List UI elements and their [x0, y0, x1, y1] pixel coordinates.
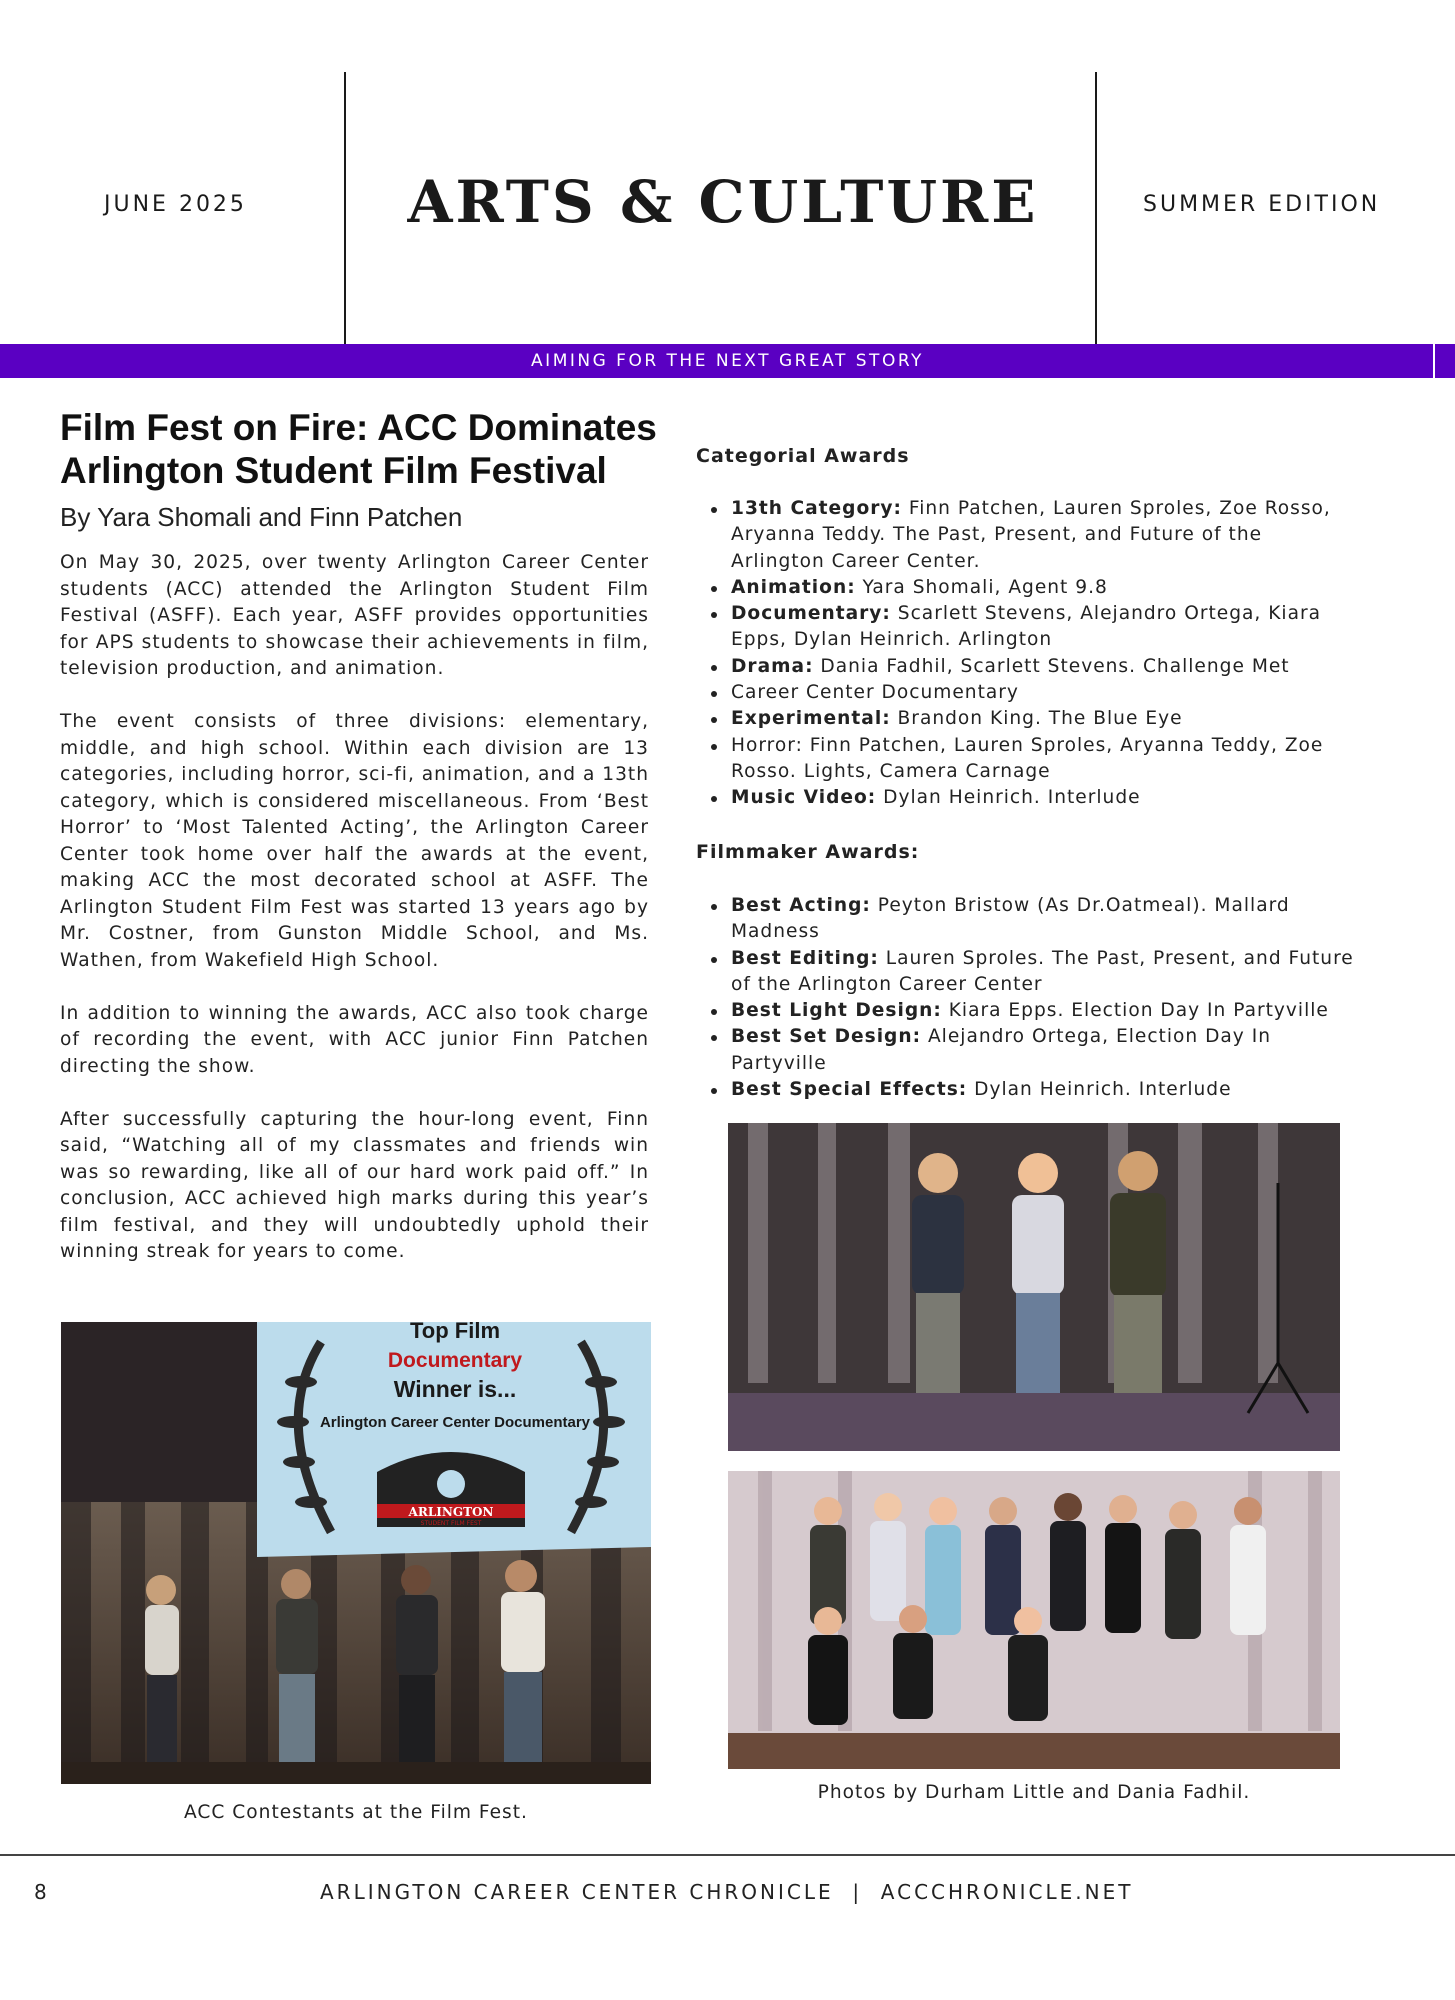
photo-three-winners [728, 1123, 1340, 1451]
award-item: Experimental: Brandon King. The Blue Eye [696, 706, 1356, 732]
article-paragraph: On May 30, 2025, over twenty Arlington Career Center students (ACC) attended the Arlington Student Film Festival (ASFF). Each year, ASFF provides opportunities for APS students to showcase their achievements in film, television production, and animation. [60, 552, 649, 679]
screen-winner-name: Arlington Career Center Documentary [319, 1414, 591, 1431]
award-item: Career Center Documentary [696, 680, 1356, 706]
article-body [60, 550, 649, 1292]
screen-documentary: Documentary [387, 1349, 523, 1372]
article-paragraph: After successfully capturing the hour-long event, Finn said, “Watching all of my classmates and friends win was so rewarding, like all of our hard work paid off.” In conclusion, ACC achieved high marks during this year’s film festival, and they will undoubtedly uphold their winning streak for years to come. [60, 1108, 649, 1262]
three-winners-illustration [728, 1123, 1340, 1451]
logo-text: ARLINGTON [408, 1505, 494, 1519]
award-item: Drama: Dania Fadhil, Scarlett Stevens. Challenge Met [696, 654, 1356, 680]
categorial-awards-title: Categorial Awards [696, 445, 910, 467]
publication-footer: ARLINGTON CAREER CENTER CHRONICLE | ACCCHRONICLE.NET [320, 1880, 1134, 1904]
award-item: Animation: Yara Shomali, Agent 9.8 [696, 575, 1356, 601]
banner-divider [1433, 344, 1435, 378]
award-item: Best Editing: Lauren Sproles. The Past, Present, and Future of the Arlington Career Center [696, 946, 1356, 999]
photo-contestants-stage [61, 1322, 651, 1784]
article-paragraph: In addition to winning the awards, ACC also took charge of recording the event, with ACC junior Finn Patchen directing the show. [60, 1002, 649, 1077]
screen-top-film: Top Film [409, 1322, 501, 1343]
award-item: Music Video: Dylan Heinrich. Interlude [696, 785, 1356, 811]
award-item: 13th Category: Finn Patchen, Lauren Sproles, Zoe Rosso, Aryanna Teddy. The Past, Present, and Future of the Arlington Career Center. [696, 496, 1356, 575]
footer-divider [0, 1854, 1455, 1856]
article-headline: Film Fest on Fire: ACC Dominates Arlington Student Film Festival [60, 407, 657, 491]
article-paragraph: The event consists of three divisions: elementary, middle, and high school. Within each division are 13 categories, including horror, sci-fi, animation, and a 13th category, which is considered miscellaneous. From ‘Best Horror’ to ‘Most Talented Acting’, the Arlington Career Center took home over half the awards at the event, making ACC the most decorated school at ASFF. The Arlington Student Film Fest was started 13 years ago by Mr. Costner, from Gunston Middle School, and Ms. Wathen, from Wakefield High School. [60, 711, 649, 971]
award-item: Documentary: Scarlett Stevens, Alejandro Ortega, Kiara Epps, Dylan Heinrich. Arlington [696, 601, 1356, 654]
screen-winner-is: Winner is... [393, 1376, 517, 1402]
award-item: Best Set Design: Alejandro Ortega, Election Day In Partyville [696, 1024, 1356, 1077]
article-byline: By Yara Shomali and Finn Patchen [60, 502, 463, 532]
logo-subtext: STUDENT FILM FEST [420, 1520, 482, 1527]
award-item: Best Light Design: Kiara Epps. Election Day In Partyville [696, 998, 1356, 1024]
filmmaker-awards-title: Filmmaker Awards: [696, 841, 920, 863]
right-photos-caption: Photos by Durham Little and Dania Fadhil. [817, 1782, 1251, 1803]
filmmaker-awards-list [696, 893, 1356, 1103]
award-item: Best Acting: Peyton Bristow (As Dr.Oatmeal). Mallard Madness [696, 893, 1356, 946]
photo-group [728, 1471, 1340, 1769]
edition-label: SUMMER EDITION [1143, 192, 1381, 217]
group-photo-illustration [728, 1471, 1340, 1769]
winners-silhouettes [912, 1151, 1166, 1393]
section-title: ARTS & CULTURE [407, 168, 1039, 236]
categorial-awards-list [696, 496, 1356, 812]
tagline-banner: AIMING FOR THE NEXT GREAT STORY [0, 344, 1455, 378]
issue-date: JUNE 2025 [104, 192, 247, 217]
left-photo-caption: ACC Contestants at the Film Fest. [184, 1802, 528, 1823]
page-number: 8 [34, 1880, 50, 1904]
stage-photo-illustration [61, 1322, 651, 1784]
award-item: Horror: Finn Patchen, Lauren Sproles, Aryanna Teddy, Zoe Rosso. Lights, Camera Carnage [696, 733, 1356, 786]
award-item: Best Special Effects: Dylan Heinrich. Interlude [696, 1077, 1356, 1103]
